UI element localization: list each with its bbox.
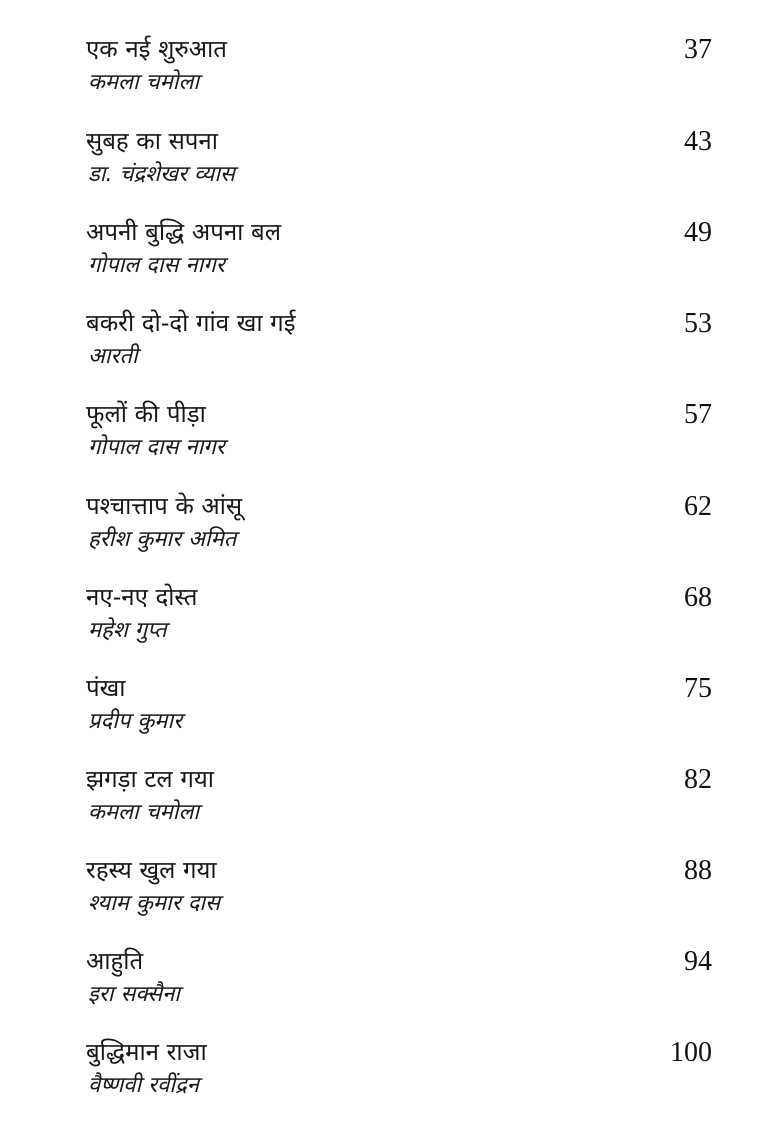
toc-entry (0, 580, 780, 670)
entry-page-number: 75 (684, 673, 712, 704)
entry-page-number: 82 (684, 764, 712, 795)
entry-author: श्याम कुमार दास (88, 891, 220, 916)
entry-author: इरा सक्सैना (88, 982, 181, 1007)
toc-entry (0, 32, 780, 122)
entry-title: आहुति (86, 947, 144, 975)
entry-page-number: 49 (684, 217, 712, 248)
entry-page-number: 100 (670, 1037, 712, 1068)
entry-page-number: 88 (684, 855, 712, 886)
entry-title: पंखा (86, 674, 126, 702)
toc-entry (0, 124, 780, 214)
entry-title: पश्चात्ताप के आंसू (86, 492, 243, 520)
entry-author: कमला चमोला (88, 70, 200, 95)
entry-title: नए-नए दोस्त (86, 583, 198, 611)
toc-entry (0, 1035, 780, 1125)
toc-entry (0, 944, 780, 1034)
entry-title: एक नई शुरुआत (86, 35, 227, 63)
entry-author: कमला चमोला (88, 800, 200, 825)
toc-entry (0, 306, 780, 396)
entry-page-number: 53 (684, 308, 712, 339)
entry-author: गोपाल दास नागर (88, 253, 225, 278)
entry-title: बुद्धिमान राजा (86, 1038, 207, 1066)
entry-author: डा. चंद्रशेखर व्यास (88, 162, 235, 187)
entry-author: आरती (88, 344, 138, 369)
entry-title: सुबह का सपना (86, 127, 218, 155)
entry-author: गोपाल दास नागर (88, 435, 225, 460)
entry-author: वैष्णवी रवींद्रन (88, 1073, 199, 1098)
entry-title: बकरी दो-दो गांव खा गई (86, 309, 296, 337)
entry-page-number: 62 (684, 491, 712, 522)
toc-entry (0, 853, 780, 943)
toc-entry (0, 762, 780, 852)
toc-entry (0, 397, 780, 487)
entry-author: प्रदीप कुमार (88, 709, 183, 734)
entry-page-number: 94 (684, 946, 712, 977)
entry-page-number: 57 (684, 399, 712, 430)
entry-title: अपनी बुद्धि अपना बल (86, 218, 281, 246)
entry-author: महेश गुप्त (88, 618, 167, 643)
entry-page-number: 43 (684, 126, 712, 157)
entry-page-number: 68 (684, 582, 712, 613)
toc-entry (0, 671, 780, 761)
entry-page-number: 37 (684, 34, 712, 65)
entry-title: फूलों की पीड़ा (86, 400, 206, 428)
entry-title: झगड़ा टल गया (86, 765, 214, 793)
entry-author: हरीश कुमार अमित (88, 527, 237, 552)
toc-entry (0, 489, 780, 579)
entry-title: रहस्य खुल गया (86, 856, 217, 884)
toc-entry (0, 215, 780, 305)
